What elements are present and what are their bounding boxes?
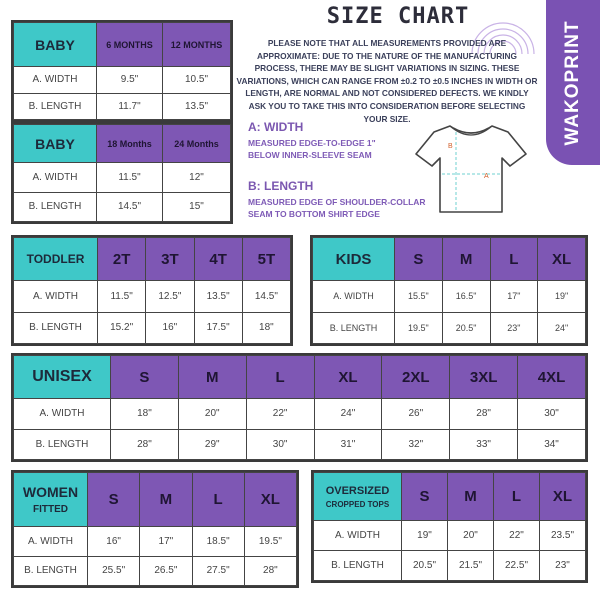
cell-value: 25.5" <box>88 556 140 586</box>
shirt-label-b: B <box>448 143 453 150</box>
row-label-width: A. WIDTH <box>14 67 97 94</box>
baby-size-table-1 <box>11 20 233 122</box>
length-description-2: SEAM TO BOTTOM SHIRT EDGE <box>248 209 380 219</box>
cell-value: 33" <box>450 429 518 460</box>
cell-value: 19" <box>538 281 586 313</box>
row-label-length: B. LENGTH <box>313 312 395 344</box>
unisex-size-table <box>11 353 588 462</box>
width-description-2: BELOW INNER-SLEEVE SEAM <box>248 150 372 160</box>
oversized-label: OVERSIZED <box>325 484 390 497</box>
size-header: 4XL <box>518 356 586 399</box>
cell-value: 32" <box>382 429 450 460</box>
cell-value: 18.5" <box>192 527 244 557</box>
kids-label: KIDS <box>313 238 395 281</box>
oversized-sublabel: CROPPED TOPS <box>325 499 390 509</box>
row-label-width: A. WIDTH <box>14 399 111 430</box>
page-title: SIZE CHART <box>326 4 470 29</box>
cell-value: 28" <box>450 399 518 430</box>
size-header: M <box>140 473 192 527</box>
cell-value: 22" <box>494 521 540 551</box>
row-label-width: A. WIDTH <box>14 527 88 557</box>
cell-value: 23" <box>490 312 538 344</box>
size-header: S <box>88 473 140 527</box>
cell-value: 24" <box>538 312 586 344</box>
cell-value: 14.5" <box>97 192 163 222</box>
baby-size-24-months: 24 Months <box>163 125 231 163</box>
cell-value: 9.5" <box>97 67 163 94</box>
cell-value: 31" <box>314 429 382 460</box>
cell-value: 18" <box>111 399 179 430</box>
length-heading: B: LENGTH <box>248 179 314 193</box>
cell-value: 14.5" <box>242 281 290 313</box>
cell-value: 12" <box>163 163 231 193</box>
size-header: M <box>178 356 246 399</box>
size-header: M <box>442 238 490 281</box>
cell-value: 28" <box>244 556 296 586</box>
cell-value: 12.5" <box>146 281 194 313</box>
row-label-width: A. WIDTH <box>14 281 98 313</box>
cell-value: 22" <box>246 399 314 430</box>
cell-value: 15" <box>163 192 231 222</box>
row-label-length: B. LENGTH <box>14 312 98 344</box>
measurement-note: PLEASE NOTE THAT ALL MEASUREMENTS PROVIDED ARE APPROXIMATE: DUE TO THE NATURE OF THE MANUFACTURING PROCESS, THERE MAY BE SLIGHT VARIATIONS IN SIZING. THESE VARIATIONS, WHICH CAN RANGE FROM ±0.2 TO ±0.5 INCHES IN WIDTH OR LENGTH, ARE NORMAL AND NOT CONSIDERED DEFECTS. WE KINDLY ASK YOU TO TAKE THIS INTO CONSIDERATION BEFORE SELECTING YOUR SIZE. <box>236 38 538 124</box>
cell-value: 22.5" <box>494 551 540 581</box>
cell-value: 23.5" <box>540 521 586 551</box>
tshirt-diagram-icon <box>412 118 530 218</box>
cell-value: 34" <box>518 429 586 460</box>
cell-value: 19" <box>402 521 448 551</box>
cell-value: 11.5" <box>97 163 163 193</box>
baby-size-12-months: 12 MONTHS <box>163 23 231 67</box>
women-label-cell <box>14 473 88 527</box>
cell-value: 17" <box>490 281 538 313</box>
size-header: 3T <box>146 238 194 281</box>
toddler-size-table <box>11 235 293 346</box>
cell-value: 30" <box>246 429 314 460</box>
size-header: 3XL <box>450 356 518 399</box>
brand-tab <box>546 0 600 165</box>
row-label-width: A. WIDTH <box>14 163 97 193</box>
row-label-width: A. WIDTH <box>313 281 395 313</box>
width-heading: A: WIDTH <box>248 120 304 134</box>
cell-value: 16" <box>146 312 194 344</box>
cell-value: 26.5" <box>140 556 192 586</box>
cell-value: 21.5" <box>448 551 494 581</box>
oversized-size-table <box>311 470 588 583</box>
size-header: 4T <box>194 238 242 281</box>
cell-value: 29" <box>178 429 246 460</box>
size-header: 5T <box>242 238 290 281</box>
baby-size-6-months: 6 MONTHS <box>97 23 163 67</box>
cell-value: 17.5" <box>194 312 242 344</box>
cell-value: 20" <box>178 399 246 430</box>
women-label: WOMEN <box>22 484 79 500</box>
size-header: L <box>246 356 314 399</box>
cell-value: 15.5" <box>395 281 443 313</box>
cell-value: 23" <box>540 551 586 581</box>
size-header: L <box>490 238 538 281</box>
cell-value: 11.5" <box>98 281 146 313</box>
cell-value: 28" <box>111 429 179 460</box>
cell-value: 13.5" <box>194 281 242 313</box>
size-header: XL <box>538 238 586 281</box>
cell-value: 17" <box>140 527 192 557</box>
kids-size-table <box>310 235 588 346</box>
size-header: S <box>402 473 448 521</box>
size-header: S <box>395 238 443 281</box>
women-size-table <box>11 470 299 588</box>
cell-value: 30" <box>518 399 586 430</box>
cell-value: 16.5" <box>442 281 490 313</box>
size-header: 2T <box>98 238 146 281</box>
baby-size-table-2 <box>11 122 233 224</box>
cell-value: 16" <box>88 527 140 557</box>
cell-value: 20.5" <box>402 551 448 581</box>
cell-value: 18" <box>242 312 290 344</box>
row-label-length: B. LENGTH <box>314 551 402 581</box>
cell-value: 15.2" <box>98 312 146 344</box>
row-label-length: B. LENGTH <box>14 556 88 586</box>
cell-value: 24" <box>314 399 382 430</box>
size-header: S <box>111 356 179 399</box>
size-header: XL <box>540 473 586 521</box>
size-header: XL <box>314 356 382 399</box>
baby-label-1: BABY <box>14 23 97 67</box>
baby-size-18-months: 18 Months <box>97 125 163 163</box>
size-header: M <box>448 473 494 521</box>
cell-value: 20.5" <box>442 312 490 344</box>
toddler-label: TODDLER <box>14 238 98 281</box>
women-sublabel: FITTED <box>33 504 68 515</box>
size-header: 2XL <box>382 356 450 399</box>
size-header: XL <box>244 473 296 527</box>
unisex-label: UNISEX <box>14 356 111 399</box>
shirt-label-a: A <box>484 173 489 180</box>
oversized-label-cell <box>314 473 402 521</box>
row-label-length: B. LENGTH <box>14 192 97 222</box>
size-header: L <box>192 473 244 527</box>
length-description-1: MEASURED EDGE OF SHOULDER-COLLAR <box>248 197 426 207</box>
baby-label-2: BABY <box>14 125 97 163</box>
cell-value: 19.5" <box>395 312 443 344</box>
cell-value: 11.7" <box>97 93 163 120</box>
cell-value: 10.5" <box>163 67 231 94</box>
row-label-width: A. WIDTH <box>314 521 402 551</box>
cell-value: 27.5" <box>192 556 244 586</box>
cell-value: 20" <box>448 521 494 551</box>
brand-name: WAKOPRINT <box>562 19 583 146</box>
row-label-length: B. LENGTH <box>14 93 97 120</box>
size-header: L <box>494 473 540 521</box>
row-label-length: B. LENGTH <box>14 429 111 460</box>
cell-value: 13.5" <box>163 93 231 120</box>
cell-value: 26" <box>382 399 450 430</box>
cell-value: 19.5" <box>244 527 296 557</box>
width-description-1: MEASURED EDGE-TO-EDGE 1" <box>248 138 376 148</box>
